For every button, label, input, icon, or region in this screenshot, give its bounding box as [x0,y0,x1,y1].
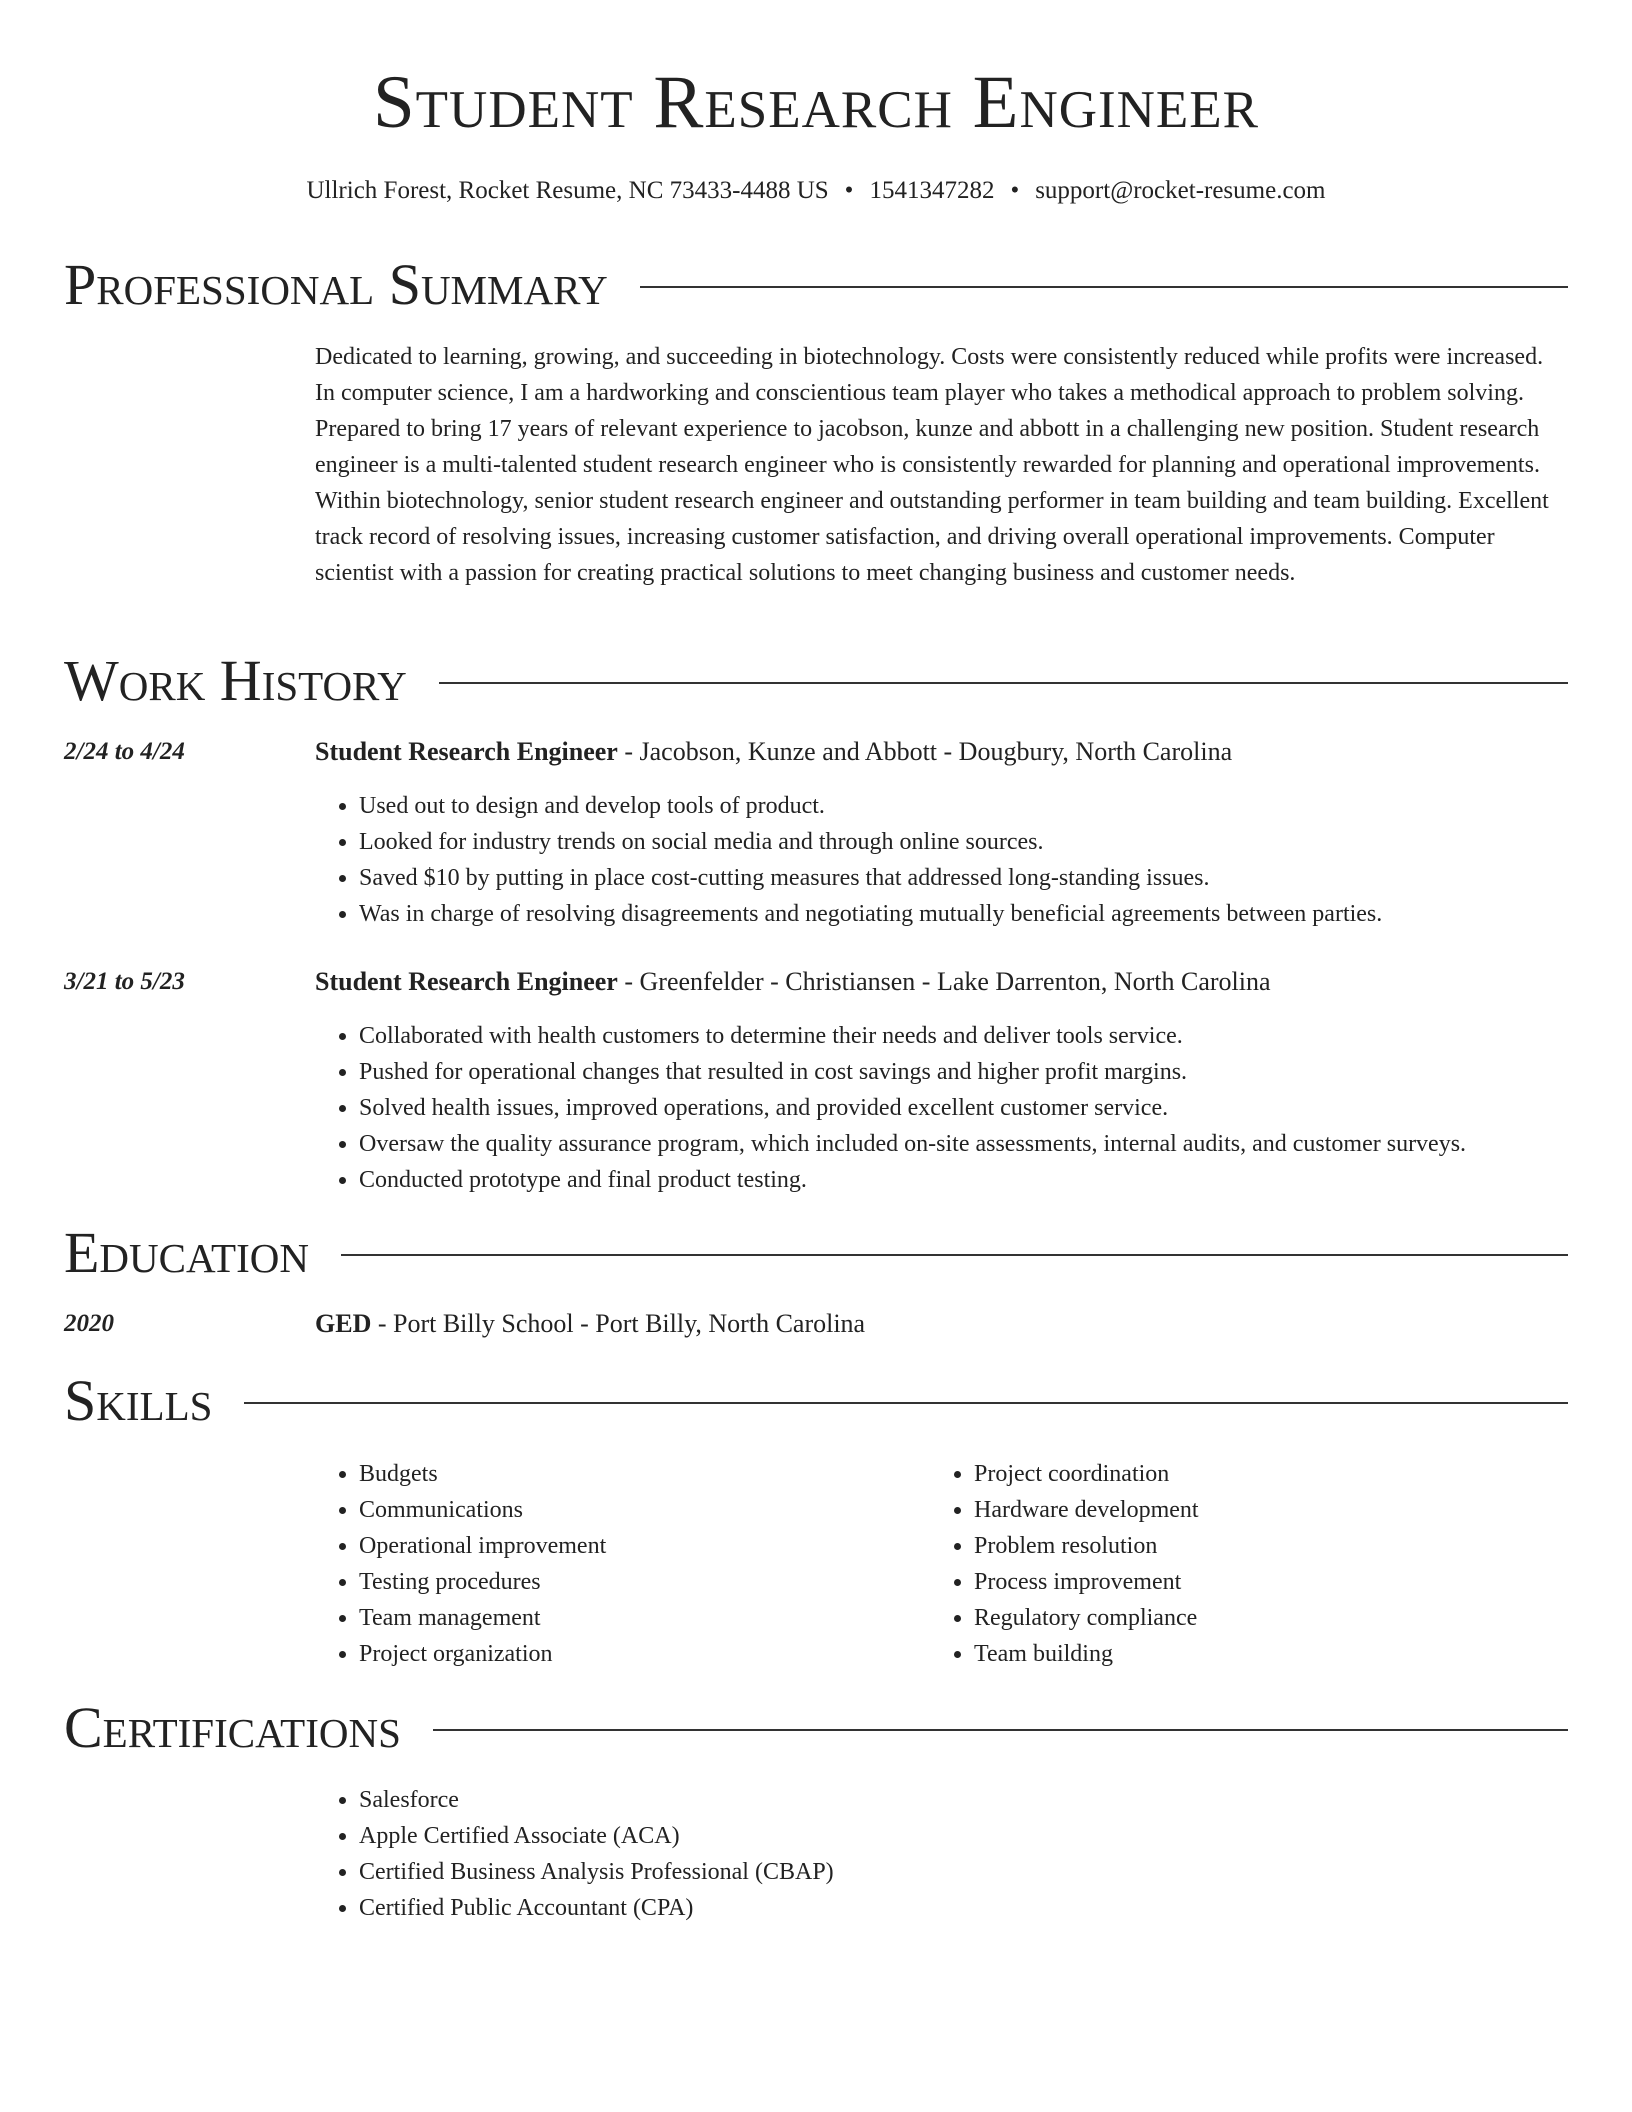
contact-separator: • [1010,177,1020,204]
skill-item: • Team management [359,1600,915,1636]
certifications-section-header [64,1693,1568,1763]
education-year: 2020 [64,1310,114,1337]
job-heading [315,735,1568,769]
list-item: • Looked for industry trends on social media and through online sources. [359,824,1568,860]
certification-item: • Certified Business Analysis Professional (CBAP) [359,1854,1568,1890]
job-dates: 2/24 to 4/24 [64,738,185,765]
list-item: • Pushed for operational changes that resulted in cost savings and higher profit margins. [359,1054,1568,1090]
education-section-header [64,1218,1568,1288]
section-divider [433,1729,1568,1731]
skills-section-header [64,1366,1568,1436]
section-divider [439,682,1568,684]
list-item: • Used out to design and develop tools of product. [359,788,1568,824]
skill-item: • Project coordination [974,1456,1530,1492]
skill-item: • Operational improvement [359,1528,915,1564]
job-employer: - Jacobson, Kunze and Abbott - Dougbury, North Carolina [617,737,1233,766]
summary-section-header [64,250,1568,320]
skill-item: • Process improvement [974,1564,1530,1600]
skills-list-left [315,1456,915,1672]
list-item: • Collaborated with health customers to determine their needs and deliver tools service. [359,1018,1568,1054]
list-item: • Saved $10 by putting in place cost-cutting measures that addressed long-standing issues. [359,860,1568,896]
skill-item: • Communications [359,1492,915,1528]
summary-text: Dedicated to learning, growing, and succeeding in biotechnology. Costs were consistently reduced while profits were increased. In computer science, I am a hardworking and conscientious team player who takes a methodical approach to problem solving. Prepared to bring 17 years of relevant experience to jacobson, kunze and abbott in a challenging new position. Student research engineer is a multi-talented student research engineer who is consistently rewarded for planning and operational improvements. Within biotechnology, senior student research engineer and outstanding performer in team building and team building. Excellent track record of resolving issues, increasing customer satisfaction, and driving overall operational improvements. Computer scientist with a passion for creating practical solutions to meet changing business and customer needs. [315,344,1549,586]
skill-item: • Budgets [359,1456,915,1492]
certifications-section-title: Certifications [64,1695,401,1760]
job-bullets [315,788,1568,932]
work-section-header [64,646,1568,716]
skill-item: • Project organization [359,1636,915,1672]
contact-email: support@rocket-resume.com [1035,177,1326,204]
resume-name: Student Research Engineer [372,61,1260,144]
certifications-list [315,1782,1568,1926]
section-divider [341,1254,1568,1256]
summary-section-title: Professional Summary [64,252,608,317]
certification-item: • Salesforce [359,1782,1568,1818]
education-degree: GED [315,1309,372,1338]
job-dates: 3/21 to 5/23 [64,968,185,995]
list-item: • Conducted prototype and final product testing. [359,1162,1568,1198]
work-section-title: Work History [64,648,407,713]
contact-address: Ullrich Forest, Rocket Resume, NC 73433-4488 US [306,177,829,204]
list-item: • Oversaw the quality assurance program, which included on-site assessments, internal audits, and customer surveys. [359,1126,1568,1162]
list-item: • Solved health issues, improved operations, and provided excellent customer service. [359,1090,1568,1126]
job-employer: - Greenfelder - Christiansen - Lake Darrenton, North Carolina [617,967,1271,996]
contact-phone: 1541347282 [869,177,995,204]
job-title: Student Research Engineer [315,737,618,766]
skill-item: • Team building [974,1636,1530,1672]
skills-list-right [930,1456,1530,1672]
education-school: - Port Billy School - Port Billy, North Carolina [371,1309,866,1338]
job-title: Student Research Engineer [315,967,618,996]
contact-separator: • [844,177,854,204]
section-divider [640,286,1568,288]
education-section-title: Education [64,1220,309,1285]
job-heading [315,965,1568,999]
list-item: • Was in charge of resolving disagreements and negotiating mutually beneficial agreements between parties. [359,896,1568,932]
certification-item: • Apple Certified Associate (ACA) [359,1818,1568,1854]
section-divider [244,1402,1568,1404]
job-bullets [315,1018,1568,1198]
certification-item: • Certified Public Accountant (CPA) [359,1890,1568,1926]
contact-line [0,174,1632,208]
skill-item: • Hardware development [974,1492,1530,1528]
skills-section-title: Skills [64,1368,213,1433]
skill-item: • Problem resolution [974,1528,1530,1564]
skill-item: • Regulatory compliance [974,1600,1530,1636]
education-heading [315,1307,1568,1341]
skill-item: • Testing procedures [359,1564,915,1600]
